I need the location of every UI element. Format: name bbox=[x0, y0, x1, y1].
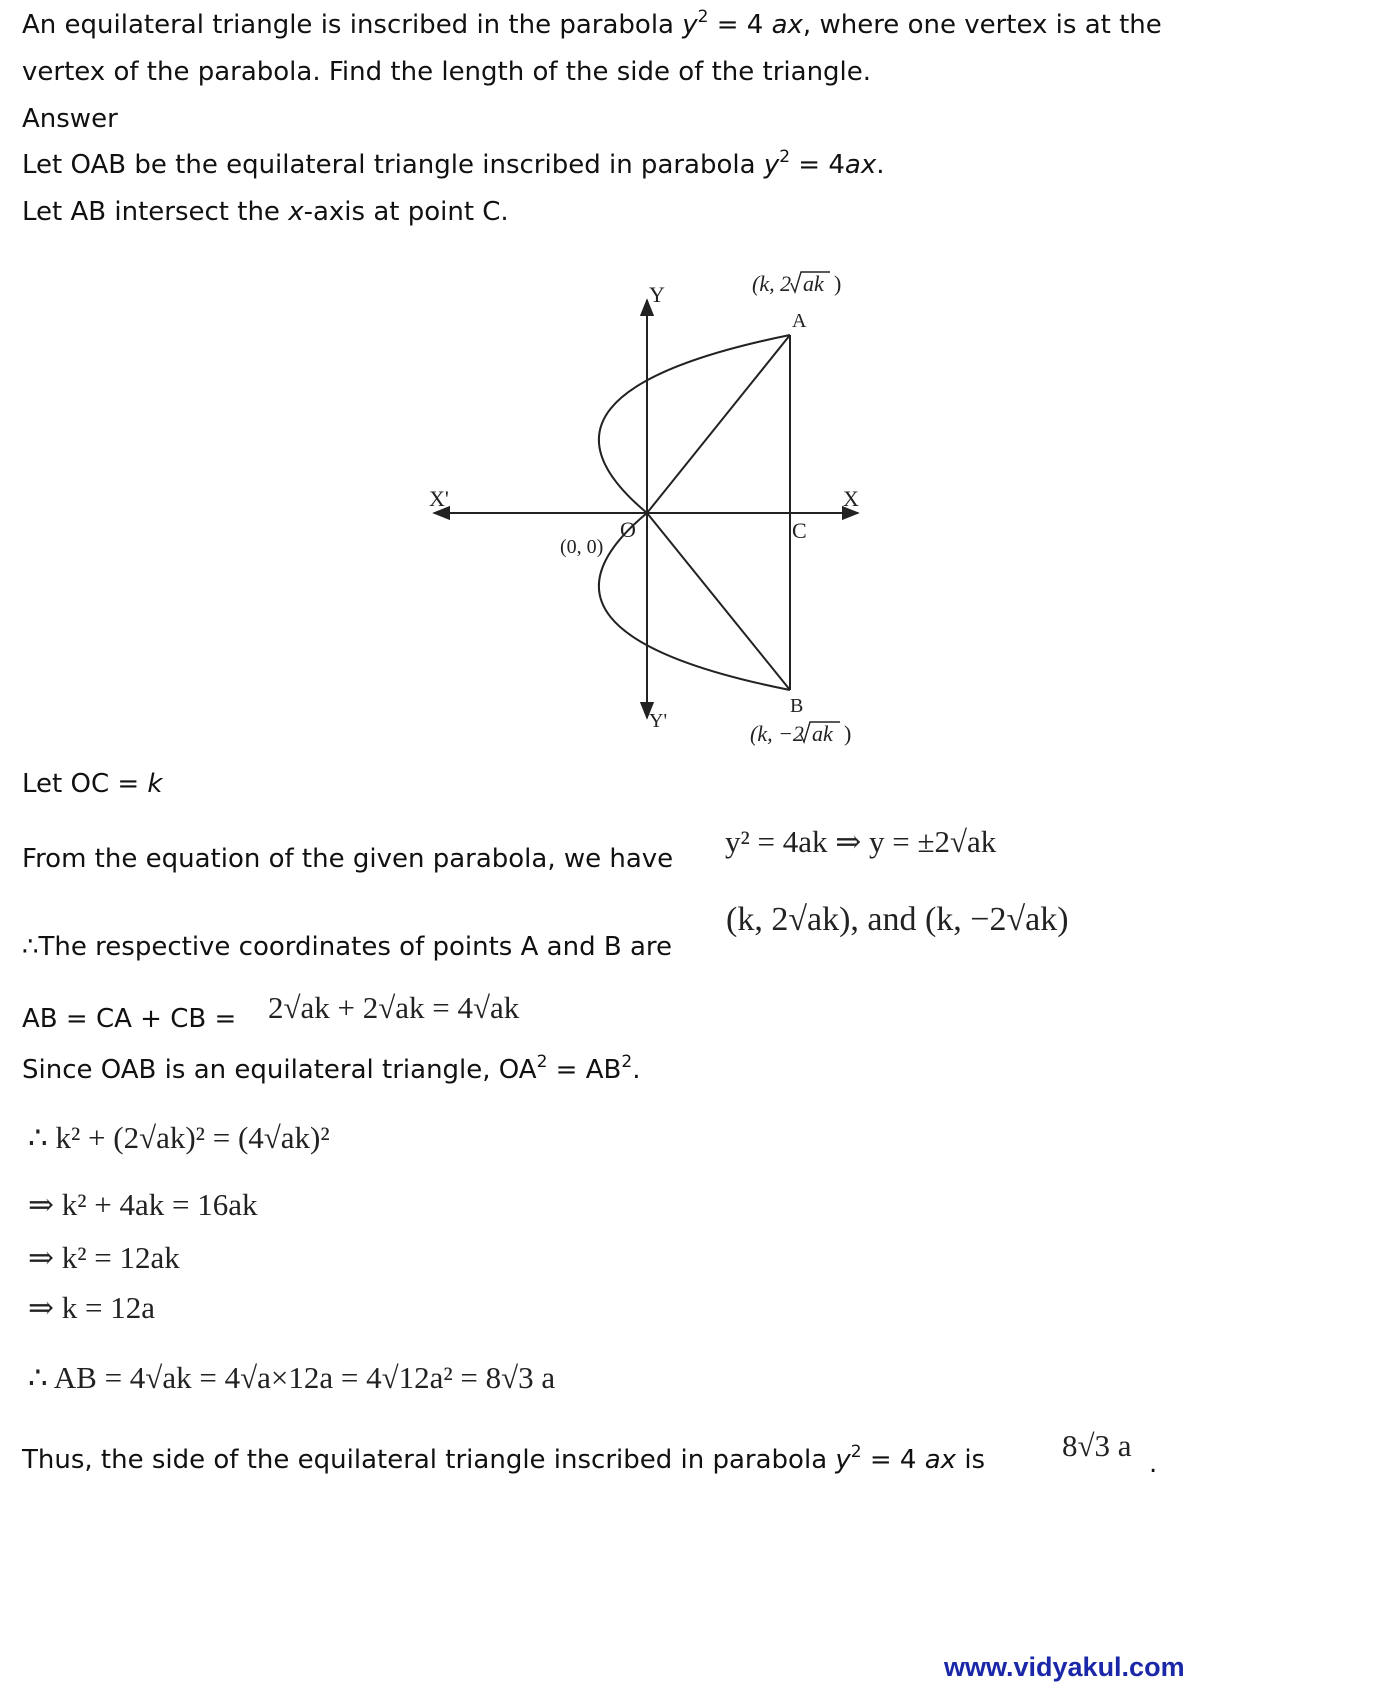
intro-line-1: Let OAB be the equilateral triangle inscribed in parabola $y^2 = 4ax$. bbox=[22, 147, 885, 180]
ab-text: AB = CA + CB = bbox=[22, 1004, 237, 1034]
footer-link[interactable]: www.vidyakul.com bbox=[944, 1652, 1185, 1682]
parabola-diagram bbox=[0, 0, 1375, 760]
label-O-coords: (0, 0) bbox=[560, 536, 604, 558]
svg-text:): ) bbox=[834, 271, 842, 296]
from-equation-math: y² = 4ak ⇒ y = ±2√ak bbox=[725, 824, 997, 859]
question-line-2: vertex of the parabola. Find the length of the side of the triangle. bbox=[22, 57, 872, 87]
label-Y: Y bbox=[649, 282, 665, 307]
label-C: C bbox=[792, 518, 807, 543]
label-A-coords bbox=[752, 271, 841, 296]
ab-math: 2√ak + 2√ak = 4√ak bbox=[268, 990, 520, 1025]
svg-text:): ) bbox=[844, 721, 852, 746]
equation-5: ∴ AB = 4√ak = 4√a×12a = 4√12a² = 8√3 a bbox=[28, 1360, 556, 1395]
svg-text:ak: ak bbox=[812, 721, 833, 746]
equation-2: ⇒ k² + 4ak = 16ak bbox=[28, 1187, 258, 1222]
equation-1: ∴ k² + (2√ak)² = (4√ak)² bbox=[28, 1120, 330, 1155]
equation-3: ⇒ k² = 12ak bbox=[28, 1240, 180, 1275]
intro-line-2: Let AB intersect the x-axis at point C. bbox=[22, 197, 509, 227]
label-X-prime: X' bbox=[429, 486, 449, 511]
from-equation-text: From the equation of the given parabola, we have bbox=[22, 844, 674, 874]
question-line-1: An equilateral triangle is inscribed in the parabola $y^2 = 4$ ax, where one vertex is at the bbox=[22, 7, 1162, 40]
answer-label: Answer bbox=[22, 104, 118, 134]
label-B-coords bbox=[750, 721, 851, 746]
label-X: X bbox=[843, 486, 859, 511]
label-O: O bbox=[620, 517, 636, 542]
conclusion-math: 8√3 a bbox=[1062, 1428, 1132, 1463]
since-line: Since OAB is an equilateral triangle, $OA^2 = AB^2$. bbox=[22, 1052, 641, 1085]
svg-text:(k, 2: (k, 2 bbox=[752, 271, 792, 296]
conclusion-period: . bbox=[1149, 1449, 1158, 1479]
svg-text:ak: ak bbox=[803, 271, 824, 296]
conclusion-line: Thus, the side of the equilateral triangle inscribed in parabola $y^2 = 4$ ax is bbox=[22, 1442, 986, 1475]
let-oc: Let OC = k bbox=[22, 769, 163, 799]
label-Y-prime: Y' bbox=[649, 710, 668, 732]
coords-text: ∴The respective coordinates of points A and B are bbox=[22, 932, 672, 962]
label-B: B bbox=[790, 695, 804, 717]
side-OA bbox=[647, 335, 790, 513]
equation-4: ⇒ k = 12a bbox=[28, 1290, 155, 1325]
label-A: A bbox=[792, 310, 807, 332]
side-OB bbox=[647, 513, 790, 690]
svg-text:(k, −2: (k, −2 bbox=[750, 721, 804, 746]
coords-math: (k, 2√ak), and (k, −2√ak) bbox=[726, 901, 1069, 938]
